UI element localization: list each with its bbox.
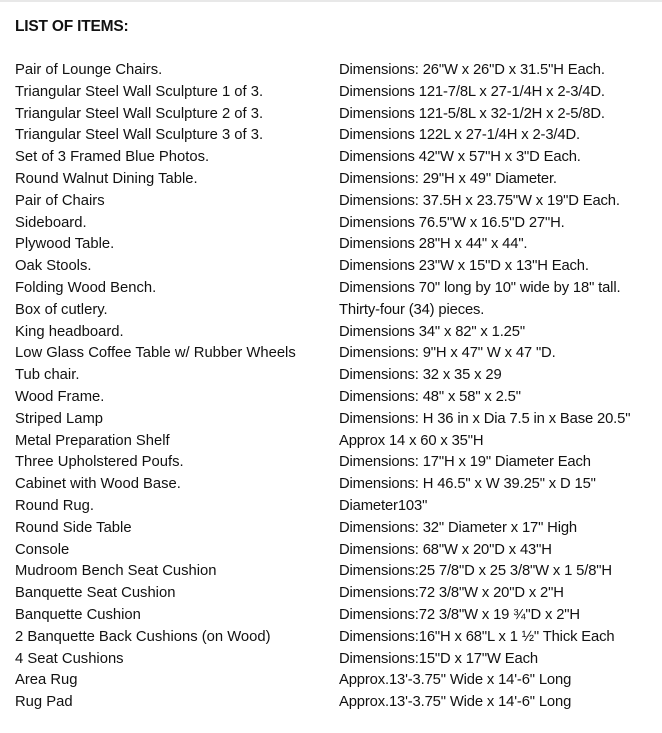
list-item [15, 104, 655, 126]
item-name: 4 Seat Cushions [15, 650, 124, 667]
item-dimensions: Dimensions 76.5"W x 16.5"D 27"H. [339, 214, 565, 231]
item-name: Triangular Steel Wall Sculpture 2 of 3. [15, 105, 264, 122]
item-name: Striped Lamp [15, 410, 104, 427]
item-name: Round Walnut Dining Table. [15, 170, 198, 187]
list-item [15, 322, 655, 344]
list-item [15, 278, 655, 300]
list-item [15, 670, 655, 692]
item-name: Cabinet with Wood Base. [15, 476, 181, 493]
item-name: Pair of Chairs [15, 192, 105, 209]
item-dimensions: Dimensions: 29"H x 49" Diameter. [339, 170, 557, 187]
item-dimensions: Dimensions: 48" x 58" x 2.5" [339, 388, 521, 405]
item-name: Area Rug [15, 672, 78, 689]
item-name: Triangular Steel Wall Sculpture 3 of 3. [15, 127, 264, 144]
item-dimensions: Dimensions 70" long by 10" wide by 18" tall. [339, 279, 621, 296]
item-dimensions: Diameter103" [339, 497, 428, 514]
list-item [15, 365, 655, 387]
item-dimensions: Dimensions: H 36 in x Dia 7.5 in x Base 20.5" [339, 410, 631, 427]
list-item [15, 692, 655, 714]
item-dimensions: Approx.13'-3.75" Wide x 14'-6" Long [339, 672, 572, 689]
item-dimensions: Dimensions:25 7/8"D x 25 3/8"W x 1 5/8"H [339, 563, 612, 580]
list-item [15, 409, 655, 431]
list-item [15, 431, 655, 453]
list-item [15, 191, 655, 213]
item-dimensions: Dimensions:72 3/8"W x 19 ¾"D x 2"H [339, 606, 580, 623]
item-name: Plywood Table. [15, 236, 115, 253]
item-dimensions: Dimensions 121-7/8L x 27-1/4H x 2-3/4D. [339, 83, 605, 100]
list-item [15, 496, 655, 518]
item-dimensions: Dimensions: 26"W x 26"D x 31.5"H Each. [339, 62, 605, 78]
item-dimensions: Dimensions: 17"H x 19" Diameter Each [339, 454, 591, 471]
item-dimensions: Dimensions 23"W x 15"D x 13"H Each. [339, 258, 589, 275]
item-dimensions: Dimensions 28"H x 44" x 44". [339, 236, 528, 253]
item-name: 2 Banquette Back Cushions (on Wood) [15, 628, 271, 645]
list-item [15, 169, 655, 191]
item-dimensions: Dimensions: 37.5H x 23.75"W x 19"D Each. [339, 192, 620, 209]
item-dimensions: Dimensions:16"H x 68"L x 1 ½" Thick Each [339, 628, 615, 645]
item-dimensions: Dimensions 121-5/8L x 32-1/2H x 2-5/8D. [339, 105, 605, 122]
item-dimensions: Dimensions: H 46.5" x W 39.25" x D 15" [339, 476, 596, 493]
item-name: Banquette Seat Cushion [15, 585, 176, 602]
item-name: Rug Pad [15, 694, 73, 711]
list-item [15, 627, 655, 649]
list-item [15, 125, 655, 147]
list-item [15, 583, 655, 605]
item-dimensions: Dimensions: 68"W x 20"D x 43"H [339, 541, 552, 558]
item-name: Sideboard. [15, 214, 87, 231]
item-name: Wood Frame. [15, 388, 105, 405]
page-title: LIST OF ITEMS: [15, 18, 129, 35]
list-item [15, 234, 655, 256]
item-name: Banquette Cushion [15, 606, 141, 623]
item-name: Round Side Table [15, 519, 132, 536]
item-name: King headboard. [15, 323, 124, 340]
item-name: Mudroom Bench Seat Cushion [15, 563, 217, 580]
item-name: Low Glass Coffee Table w/ Rubber Wheels [15, 345, 296, 362]
item-name: Oak Stools. [15, 258, 92, 275]
item-dimensions: Approx.13'-3.75" Wide x 14'-6" Long [339, 694, 572, 711]
list-item [15, 605, 655, 627]
item-dimensions: Dimensions: 32" Diameter x 17" High [339, 519, 577, 536]
list-item [15, 213, 655, 235]
list-item [15, 256, 655, 278]
item-name: Three Upholstered Poufs. [15, 454, 184, 471]
item-name: Console [15, 541, 70, 558]
item-name: Tub chair. [15, 367, 80, 384]
list-item [15, 561, 655, 583]
item-name: Box of cutlery. [15, 301, 108, 318]
item-name: Set of 3 Framed Blue Photos. [15, 149, 210, 166]
item-dimensions: Dimensions 122L x 27-1/4H x 2-3/4D. [339, 127, 580, 144]
list-item [15, 343, 655, 365]
items-list [15, 60, 655, 714]
list-item [15, 452, 655, 474]
list-item [15, 540, 655, 562]
item-name: Triangular Steel Wall Sculpture 1 of 3. [15, 83, 264, 100]
item-name: Metal Preparation Shelf [15, 432, 170, 449]
list-item [15, 60, 655, 82]
item-dimensions: Dimensions:15"D x 17"W Each [339, 650, 538, 667]
item-dimensions: Dimensions 42"W x 57"H x 3"D Each. [339, 149, 581, 166]
list-item [15, 82, 655, 104]
item-dimensions: Dimensions:72 3/8"W x 20"D x 2"H [339, 585, 564, 602]
list-item [15, 147, 655, 169]
list-item [15, 649, 655, 671]
item-dimensions: Dimensions 34" x 82" x 1.25" [339, 323, 525, 340]
item-name: Round Rug. [15, 497, 94, 514]
item-dimensions: Dimensions: 32 x 35 x 29 [339, 367, 502, 384]
item-dimensions: Dimensions: 9"H x 47" W x 47 "D. [339, 345, 556, 362]
item-name: Pair of Lounge Chairs. [15, 62, 163, 78]
list-item [15, 387, 655, 409]
list-item [15, 518, 655, 540]
top-border [0, 0, 662, 2]
item-name: Folding Wood Bench. [15, 279, 157, 296]
list-item [15, 474, 655, 496]
list-item [15, 300, 655, 322]
item-dimensions: Approx 14 x 60 x 35"H [339, 432, 484, 449]
item-dimensions: Thirty-four (34) pieces. [339, 301, 485, 318]
